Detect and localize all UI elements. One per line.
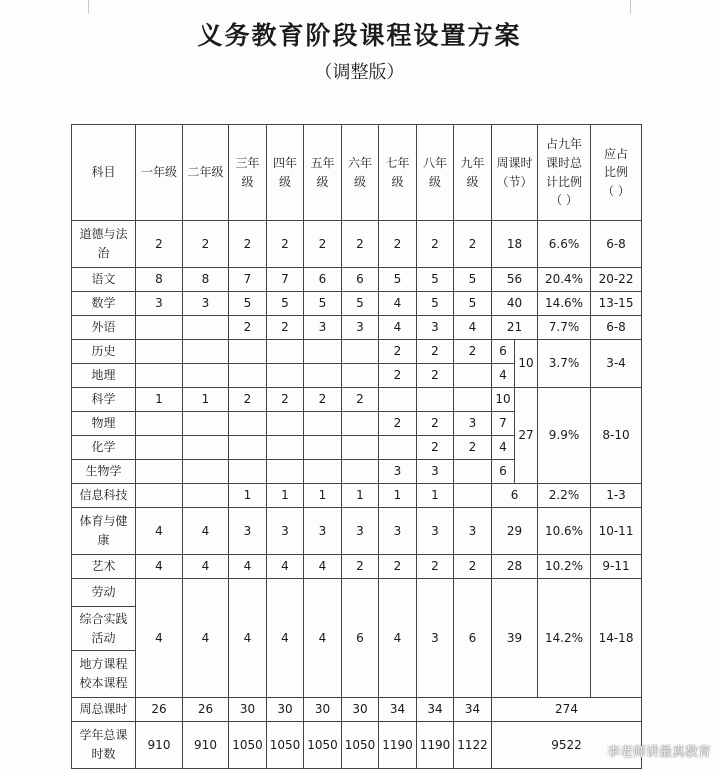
subject-weekly-cell: 7 xyxy=(492,412,515,436)
grade-cell xyxy=(183,460,229,484)
subject-weekly-cell: 10 xyxy=(492,388,515,412)
grade-cell: 2 xyxy=(229,316,267,340)
grade-cell: 1190 xyxy=(379,722,417,769)
grand-weekly-total-cell: 274 xyxy=(492,698,642,722)
grade-cell xyxy=(229,412,267,436)
grade-cell: 2 xyxy=(379,555,417,579)
grade-cell xyxy=(183,364,229,388)
grade-cell xyxy=(267,340,304,364)
grade-cell: 1 xyxy=(304,484,342,508)
grade-cell: 1 xyxy=(379,484,417,508)
subject-cell: 学年总课 时数 xyxy=(72,722,136,769)
grade-cell: 3 xyxy=(417,460,454,484)
document-title: 义务教育阶段课程设置方案 xyxy=(197,21,522,50)
grade-cell: 5 xyxy=(342,292,379,316)
grade-cell: 5 xyxy=(417,268,454,292)
percent-cell: 14.2% xyxy=(538,579,591,698)
subject-weekly-cell: 6 xyxy=(492,460,515,484)
grade-cell: 1 xyxy=(267,484,304,508)
grade-cell xyxy=(304,460,342,484)
header-cell: 占九年 课时总 计比例 （ ） xyxy=(538,125,591,221)
grand-year-total-cell: 9522 xyxy=(492,722,642,769)
header-cell: 一年级 xyxy=(136,125,183,221)
grade-cell: 4 xyxy=(379,316,417,340)
grade-cell: 4 xyxy=(304,579,342,698)
grade-cell: 1 xyxy=(417,484,454,508)
grade-cell: 3 xyxy=(417,579,454,698)
grade-cell: 3 xyxy=(342,508,379,555)
table-row xyxy=(72,221,642,268)
percent-cell: 6.6% xyxy=(538,221,591,268)
grade-cell: 6 xyxy=(304,268,342,292)
grade-cell xyxy=(229,460,267,484)
percent-cell: 20.4% xyxy=(538,268,591,292)
grade-cell: 5 xyxy=(417,292,454,316)
grade-cell: 6 xyxy=(342,268,379,292)
grade-cell: 8 xyxy=(136,268,183,292)
percent-cell: 10.2% xyxy=(538,555,591,579)
range-cell: 3-4 xyxy=(591,340,642,388)
grade-cell: 3 xyxy=(454,508,492,555)
subject-cell: 化学 xyxy=(72,436,136,460)
grade-cell: 2 xyxy=(267,388,304,412)
subject-cell: 地理 xyxy=(72,364,136,388)
header-cell: 八年 级 xyxy=(417,125,454,221)
grade-cell: 5 xyxy=(267,292,304,316)
grade-cell: 3 xyxy=(136,292,183,316)
header-cell: 二年级 xyxy=(183,125,229,221)
grade-cell xyxy=(229,340,267,364)
page-corner-mark xyxy=(88,0,89,14)
grade-cell: 30 xyxy=(229,698,267,722)
grade-cell xyxy=(183,484,229,508)
table-row xyxy=(72,316,642,340)
grade-cell: 30 xyxy=(342,698,379,722)
grade-cell: 910 xyxy=(183,722,229,769)
grade-cell xyxy=(454,460,492,484)
range-cell: 13-15 xyxy=(591,292,642,316)
grade-cell: 1050 xyxy=(267,722,304,769)
header-cell: 九年 级 xyxy=(454,125,492,221)
grade-cell: 1050 xyxy=(342,722,379,769)
subject-cell: 生物学 xyxy=(72,460,136,484)
subject-cell: 周总课时 xyxy=(72,698,136,722)
subject-cell: 信息科技 xyxy=(72,484,136,508)
subject-cell: 语文 xyxy=(72,268,136,292)
weekly-total-cell: 39 xyxy=(492,579,538,698)
subject-cell: 综合实践 活动 xyxy=(72,607,136,651)
header-cell: 周课时 （节） xyxy=(492,125,538,221)
grade-cell xyxy=(304,364,342,388)
table-header-row xyxy=(72,125,642,221)
grade-cell xyxy=(229,436,267,460)
grade-cell: 3 xyxy=(417,316,454,340)
grade-cell: 5 xyxy=(304,292,342,316)
grade-cell xyxy=(136,460,183,484)
subject-cell: 劳动 xyxy=(72,579,136,607)
grade-cell: 2 xyxy=(304,388,342,412)
grade-cell: 4 xyxy=(183,555,229,579)
grade-cell: 5 xyxy=(454,268,492,292)
range-cell: 6-8 xyxy=(591,221,642,268)
subject-cell: 科学 xyxy=(72,388,136,412)
weekly-total-cell: 40 xyxy=(492,292,538,316)
grade-cell: 2 xyxy=(417,340,454,364)
grade-cell xyxy=(183,412,229,436)
grade-cell: 3 xyxy=(379,508,417,555)
grade-cell: 2 xyxy=(267,316,304,340)
percent-cell: 10.6% xyxy=(538,508,591,555)
header-cell: 四年 级 xyxy=(267,125,304,221)
table-row xyxy=(72,555,642,579)
grade-cell: 2 xyxy=(417,555,454,579)
grade-cell: 4 xyxy=(183,579,229,698)
grade-cell: 2 xyxy=(229,388,267,412)
subject-cell: 艺术 xyxy=(72,555,136,579)
grade-cell: 5 xyxy=(454,292,492,316)
table-row xyxy=(72,388,642,412)
grade-cell: 6 xyxy=(454,579,492,698)
table-row xyxy=(72,268,642,292)
percent-cell: 3.7% xyxy=(538,340,591,388)
header-cell: 科目 xyxy=(72,125,136,221)
grade-cell: 2 xyxy=(304,221,342,268)
subject-cell: 地方课程 校本课程 xyxy=(72,651,136,698)
grade-cell: 2 xyxy=(379,221,417,268)
grade-cell: 2 xyxy=(454,340,492,364)
grade-cell xyxy=(136,436,183,460)
percent-cell: 14.6% xyxy=(538,292,591,316)
grade-cell xyxy=(267,460,304,484)
table-row xyxy=(72,579,642,607)
grade-cell: 30 xyxy=(304,698,342,722)
grade-cell xyxy=(304,436,342,460)
table-row xyxy=(72,340,642,364)
grade-cell: 4 xyxy=(304,555,342,579)
weekly-total-cell: 28 xyxy=(492,555,538,579)
subject-cell: 体育与健 康 xyxy=(72,508,136,555)
grade-cell: 2 xyxy=(342,221,379,268)
weekly-total-cell: 6 xyxy=(492,484,538,508)
grade-cell xyxy=(267,436,304,460)
grade-cell: 1190 xyxy=(417,722,454,769)
grade-cell: 34 xyxy=(454,698,492,722)
grade-cell: 1050 xyxy=(229,722,267,769)
grade-cell: 4 xyxy=(379,292,417,316)
watermark-text: 李老师讲最真教育 xyxy=(606,745,711,760)
grade-cell: 7 xyxy=(267,268,304,292)
grade-cell xyxy=(342,364,379,388)
grade-cell: 1 xyxy=(229,484,267,508)
grade-cell xyxy=(454,364,492,388)
table-row xyxy=(72,508,642,555)
grade-cell xyxy=(342,436,379,460)
grade-cell xyxy=(136,484,183,508)
table-row xyxy=(72,698,642,722)
range-cell: 8-10 xyxy=(591,388,642,484)
grade-cell: 1 xyxy=(136,388,183,412)
range-cell: 9-11 xyxy=(591,555,642,579)
grade-cell: 1 xyxy=(183,388,229,412)
subject-weekly-cell: 4 xyxy=(492,436,515,460)
grade-cell: 3 xyxy=(342,316,379,340)
grade-cell: 8 xyxy=(183,268,229,292)
range-cell: 14-18 xyxy=(591,579,642,698)
grade-cell xyxy=(267,364,304,388)
grade-cell: 4 xyxy=(183,508,229,555)
grade-cell: 2 xyxy=(379,412,417,436)
grade-cell: 4 xyxy=(136,555,183,579)
weekly-total-cell: 29 xyxy=(492,508,538,555)
subject-cell: 物理 xyxy=(72,412,136,436)
grade-cell: 2 xyxy=(183,221,229,268)
weekly-total-cell: 21 xyxy=(492,316,538,340)
grade-cell xyxy=(379,388,417,412)
grade-cell: 3 xyxy=(379,460,417,484)
header-cell: 六年 级 xyxy=(342,125,379,221)
grade-cell: 4 xyxy=(379,579,417,698)
grade-cell: 3 xyxy=(417,508,454,555)
grade-cell: 4 xyxy=(454,316,492,340)
grade-cell: 3 xyxy=(267,508,304,555)
percent-cell: 2.2% xyxy=(538,484,591,508)
range-cell: 6-8 xyxy=(591,316,642,340)
page-corner-mark xyxy=(630,0,631,14)
percent-cell: 9.9% xyxy=(538,388,591,484)
grade-cell: 3 xyxy=(229,508,267,555)
range-cell: 20-22 xyxy=(591,268,642,292)
header-cell: 七年 级 xyxy=(379,125,417,221)
weekly-total-cell: 18 xyxy=(492,221,538,268)
grade-cell xyxy=(136,364,183,388)
grade-cell xyxy=(267,412,304,436)
document-subtitle: （调整版） xyxy=(314,62,405,83)
grade-cell: 30 xyxy=(267,698,304,722)
grade-cell: 5 xyxy=(379,268,417,292)
grade-cell: 2 xyxy=(417,221,454,268)
subject-cell: 历史 xyxy=(72,340,136,364)
grade-cell xyxy=(379,436,417,460)
grade-cell xyxy=(342,460,379,484)
grade-cell: 4 xyxy=(229,579,267,698)
grade-cell xyxy=(136,340,183,364)
range-cell: 1-3 xyxy=(591,484,642,508)
grade-cell xyxy=(304,340,342,364)
grade-cell xyxy=(342,412,379,436)
grade-cell: 6 xyxy=(342,579,379,698)
range-cell: 10-11 xyxy=(591,508,642,555)
grade-cell: 2 xyxy=(454,436,492,460)
group-total-cell: 27 xyxy=(515,388,538,484)
grade-cell: 3 xyxy=(454,412,492,436)
subject-cell: 道德与法 治 xyxy=(72,221,136,268)
grade-cell: 2 xyxy=(379,364,417,388)
table-row xyxy=(72,292,642,316)
subject-cell: 外语 xyxy=(72,316,136,340)
grade-cell: 3 xyxy=(304,508,342,555)
grade-cell: 3 xyxy=(183,292,229,316)
curriculum-table xyxy=(71,124,642,769)
grade-cell: 7 xyxy=(229,268,267,292)
grade-cell: 2 xyxy=(342,555,379,579)
grade-cell: 26 xyxy=(136,698,183,722)
grade-cell: 4 xyxy=(267,579,304,698)
grade-cell: 1050 xyxy=(304,722,342,769)
grade-cell: 2 xyxy=(417,436,454,460)
grade-cell: 2 xyxy=(454,555,492,579)
grade-cell: 910 xyxy=(136,722,183,769)
grade-cell: 2 xyxy=(454,221,492,268)
percent-cell: 7.7% xyxy=(538,316,591,340)
weekly-total-cell: 56 xyxy=(492,268,538,292)
grade-cell: 1122 xyxy=(454,722,492,769)
table-row xyxy=(72,722,642,769)
grade-cell: 34 xyxy=(379,698,417,722)
grade-cell xyxy=(136,412,183,436)
grade-cell: 26 xyxy=(183,698,229,722)
subject-cell: 数学 xyxy=(72,292,136,316)
grade-cell: 4 xyxy=(229,555,267,579)
grade-cell: 2 xyxy=(136,221,183,268)
grade-cell: 3 xyxy=(304,316,342,340)
grade-cell xyxy=(183,316,229,340)
grade-cell xyxy=(342,340,379,364)
grade-cell xyxy=(136,316,183,340)
group-total-cell: 10 xyxy=(515,340,538,388)
header-cell: 三年 级 xyxy=(229,125,267,221)
grade-cell xyxy=(183,436,229,460)
grade-cell xyxy=(183,340,229,364)
grade-cell: 4 xyxy=(267,555,304,579)
grade-cell xyxy=(454,388,492,412)
grade-cell: 1 xyxy=(342,484,379,508)
table-row xyxy=(72,484,642,508)
grade-cell: 34 xyxy=(417,698,454,722)
subject-weekly-cell: 4 xyxy=(492,364,515,388)
grade-cell xyxy=(417,388,454,412)
header-cell: 应占 比例 （ ） xyxy=(591,125,642,221)
grade-cell: 4 xyxy=(136,579,183,698)
grade-cell xyxy=(304,412,342,436)
grade-cell: 2 xyxy=(342,388,379,412)
grade-cell: 2 xyxy=(417,364,454,388)
grade-cell: 2 xyxy=(267,221,304,268)
grade-cell: 2 xyxy=(229,221,267,268)
grade-cell xyxy=(229,364,267,388)
grade-cell xyxy=(454,484,492,508)
grade-cell: 4 xyxy=(136,508,183,555)
grade-cell: 5 xyxy=(229,292,267,316)
grade-cell: 2 xyxy=(379,340,417,364)
header-cell: 五年 级 xyxy=(304,125,342,221)
grade-cell: 2 xyxy=(417,412,454,436)
subject-weekly-cell: 6 xyxy=(492,340,515,364)
